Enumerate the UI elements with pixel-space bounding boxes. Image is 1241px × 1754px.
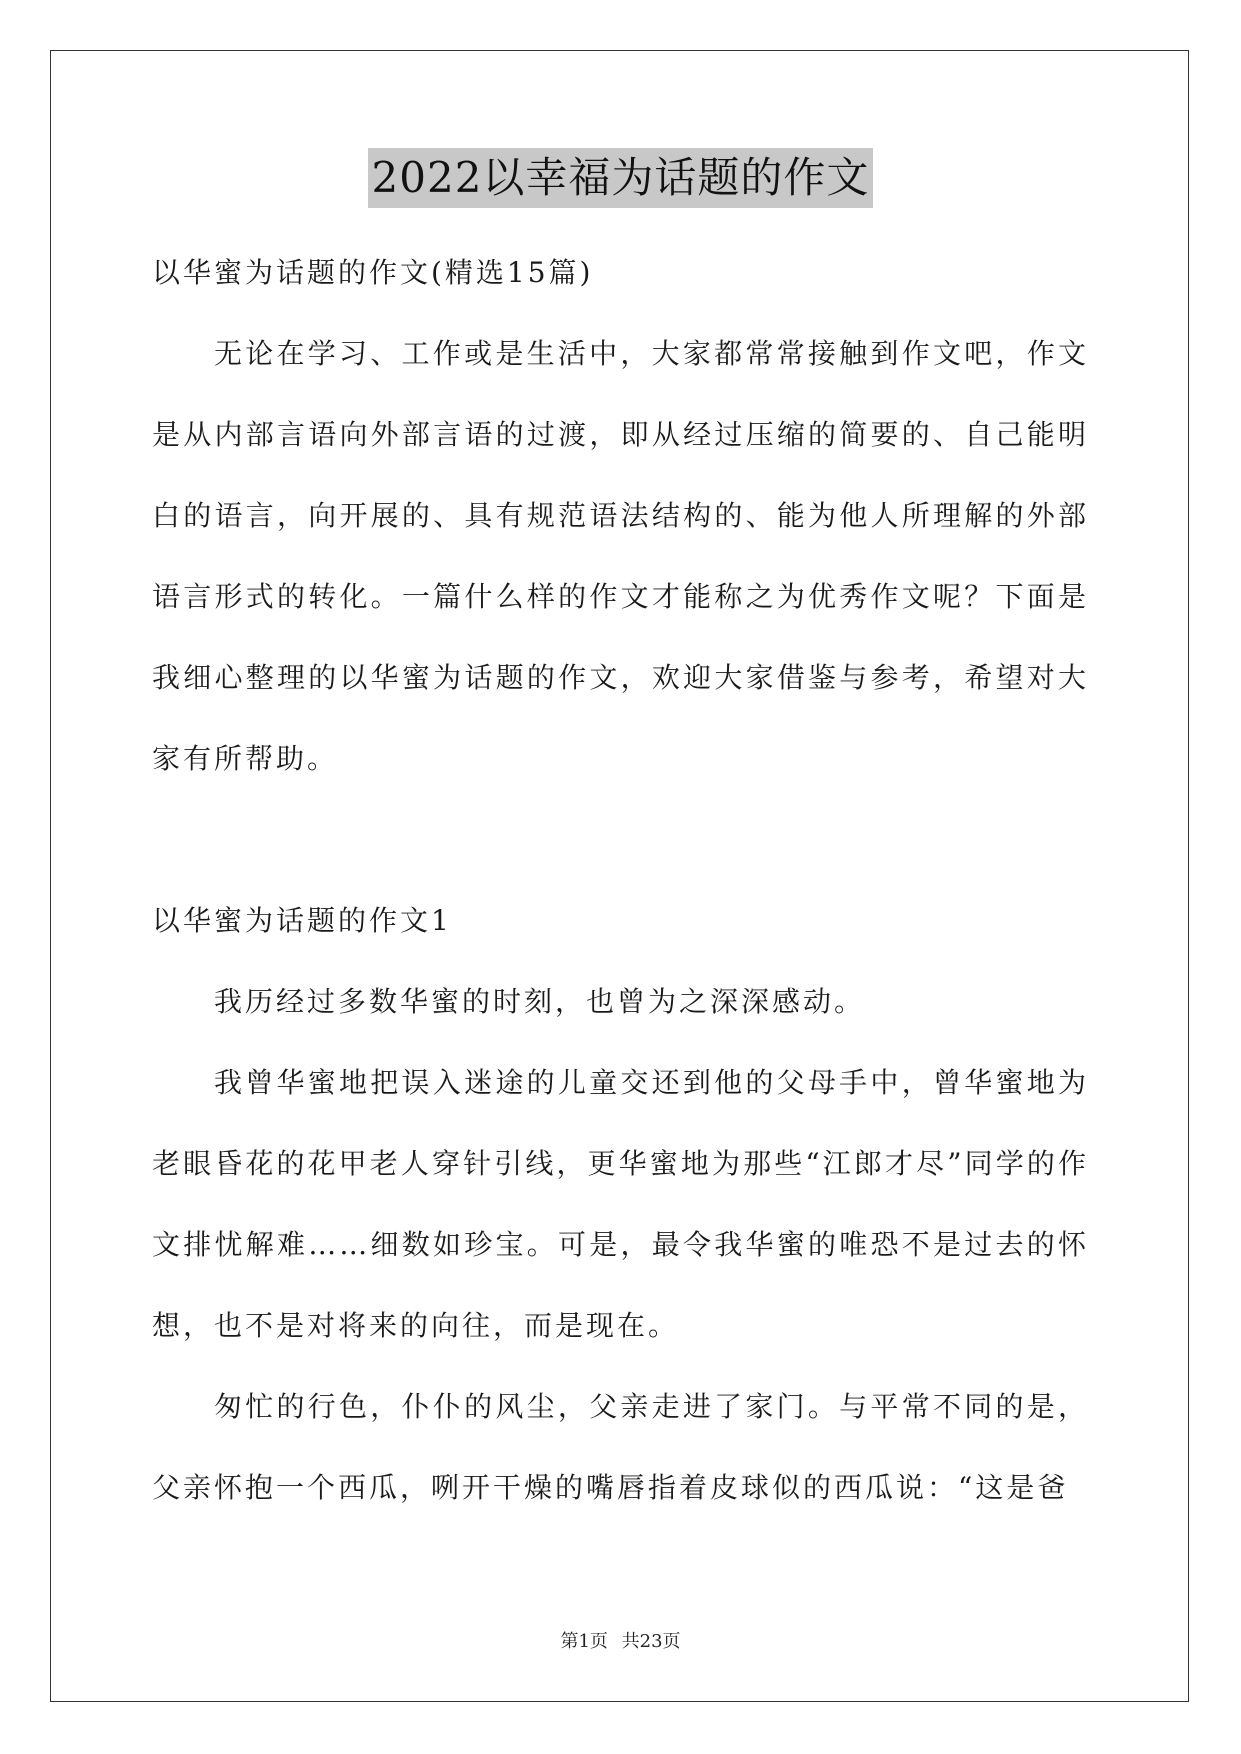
- page-footer: [0, 1627, 1241, 1653]
- page-number: 第1页: [560, 1631, 608, 1652]
- subtitle-line: 以华蜜为话题的作文(精选15篇): [152, 256, 594, 289]
- document-body: [152, 232, 1089, 1528]
- section-heading: 以华蜜为话题的作文1: [152, 904, 452, 937]
- body-paragraph: 我历经过多数华蜜的时刻，也曾为之深深感动。: [214, 985, 866, 1018]
- body-paragraph: 我曾华蜜地把误入迷途的儿童交还到他的父母手中，曾华蜜地为老眼昏花的花甲老人穿针引线，更华蜜地为那些“江郎才尽”同学的作文排忧解难……细数如珍宝。可是，最令我华蜜的唯恐不是过去的怀想，也不是对将来的向往，而是现在。: [152, 1066, 1089, 1342]
- title-container: [0, 148, 1241, 208]
- intro-paragraph: 无论在学习、工作或是生活中，大家都常常接触到作文吧，作文是从内部言语向外部言语的过渡，即从经过压缩的简要的、自己能明白的语言，向开展的、具有规范语法结构的、能为他人所理解的外部语言形式的转化。一篇什么样的作文才能称之为优秀作文呢？下面是我细心整理的以华蜜为话题的作文，欢迎大家借鉴与参考，希望对大家有所帮助。: [152, 337, 1089, 775]
- page-total: 共23页: [621, 1631, 681, 1652]
- document-title: 2022以幸福为话题的作文: [368, 148, 874, 208]
- body-paragraph: 匆忙的行色，仆仆的风尘，父亲走进了家门。与平常不同的是，父亲怀抱一个西瓜，咧开干燥的嘴唇指着皮球似的西瓜说：“这是爸: [152, 1390, 1089, 1504]
